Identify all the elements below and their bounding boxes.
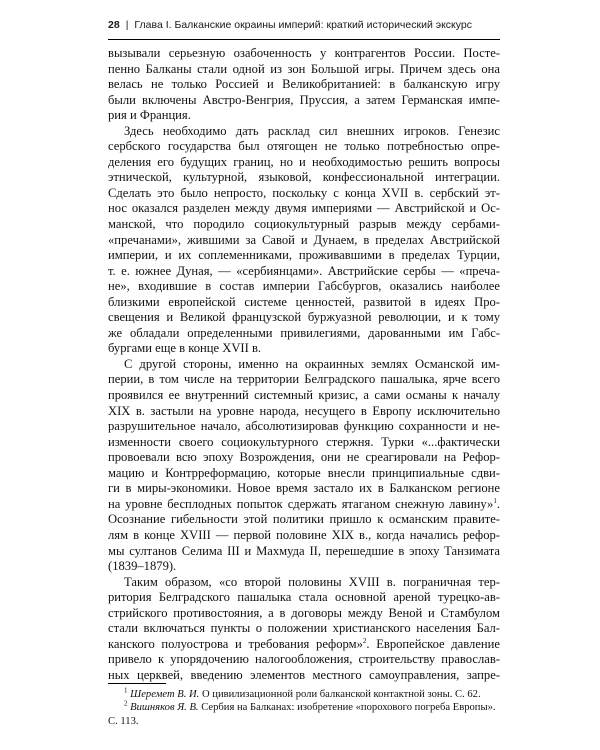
paragraph-4 [108, 575, 500, 684]
text-line: Таким образом, «со второй половины XVIII в. пограничная тер- [124, 574, 500, 589]
text-line: этнической, культурной, языковой, конфессиональной интеграции. [108, 170, 500, 185]
paragraph-1 [108, 46, 500, 124]
text-line: вызывали серьезную озабоченность у контрагентов России. Посте- [108, 46, 500, 60]
text-line: не», входившие в состав империи Габсбургов, оказались наиболее [108, 279, 500, 294]
text-line: т. е. южнее Дуная, — «сербиянцами». Австрийские сербы — «пречa- [108, 263, 500, 278]
text-line: разрушительное начало, абсолютизировав функцию сохранности и не- [108, 419, 500, 434]
text-line: свещения и Великой французской буржуазной революции, и к тому [108, 310, 500, 325]
line-tail: . Европейское давление [366, 636, 500, 651]
footnote-mark: 1 [124, 686, 128, 695]
main-text [108, 46, 500, 683]
running-header [108, 19, 500, 35]
footnote-ref-1[interactable]: 1 [493, 496, 497, 505]
paragraph-2 [108, 124, 500, 357]
footnote-line [108, 688, 500, 701]
text-line: перии, в том числе на территории Белградского пашалыка, ярче всего [108, 372, 500, 387]
text-line: ги в миры-экономики. Новое время застало их в Балканском регионе [108, 481, 500, 496]
text-line: стрийского противостояния, а в договоры между Веной и Стамбулом [108, 605, 500, 620]
text-line: ритория Белградского пашалыка стала основной ареной турецко-ав- [108, 590, 500, 605]
footnotes [108, 688, 500, 728]
text-line: близкими европейской системе ценностей, развитой в идеях Про- [108, 294, 500, 309]
footnote-author: Вишняков Я. В. [130, 702, 199, 714]
page-number: 28 [108, 19, 120, 31]
text-line: Сделать это было непросто, поскольку с конца XVII в. сербский эт- [108, 185, 500, 200]
text-line: Осознание гибельности этой политики пришло к османским правите- [108, 512, 500, 527]
footnote-author: Шеремет В. И. [130, 689, 200, 700]
text-line: проявился ее внутренний системный кризис, а сами османы к началу [108, 388, 500, 403]
text-line: мы султанов Селима III и Махмуда II, перешедшие в эпоху Танзимата [108, 543, 500, 558]
footnote-2 [108, 701, 500, 728]
footnote-1 [108, 688, 500, 701]
text-line: изменности своего социокультурного стержня. Турки «...фактически [108, 434, 500, 449]
text-line: мацию и Контрреформацию, которые внесли принципиальные сдви- [108, 465, 500, 480]
header-separator: | [125, 19, 129, 31]
line-text: на уровне бесплодных попыток сдержать ятаганом снежную лавину» [108, 496, 494, 511]
text-line: велась не только Россией и Великобританией: в балканскую игру [108, 77, 500, 92]
footnote-text: Сербия на Балканах: изобретение «порохового погреба Европы». [198, 702, 496, 714]
text-line: XIX в. застыли на уровне народа, несущего в Европу исключительно [108, 403, 500, 418]
text-line: бургами еще в конце XVII в. [108, 341, 262, 356]
text-line-with-footnote [108, 637, 500, 653]
text-line: империи, и их соплеменниками, проживавшими в пределах Турции, [108, 248, 500, 263]
text-line: «пречанами», жившими за Савой и Дунаем, в пределах Австрийской [108, 232, 500, 247]
text-line: стали включаться пункты о положении христианского населения Бал- [108, 621, 500, 636]
text-line: были включены Австро-Венгрия, Пруссия, а затем Германская импе- [108, 92, 500, 107]
text-line: лям в конце XVIII — первой половине XIX в., когда начались рефор- [108, 527, 500, 542]
text-line: С другой стороны, именно на окраинных землях Османской им- [124, 356, 500, 371]
text-line-with-footnote: на уровне бесплодных попыток сдержать ятаганом снежную лавину»$^1$. [108, 496, 500, 511]
text-line: Здесь необходимо дать расклад сил внешних игроков. Генезис [124, 123, 500, 138]
footnote-line [108, 701, 500, 714]
text-line: ных церквей, введению элементов местного самоуправления, запре- [108, 667, 500, 682]
footnote-rule [108, 683, 166, 684]
line-text: канского полуострова и требования реформ» [108, 636, 363, 651]
footnote-continuation: С. 113. [108, 715, 139, 727]
running-title: Глава I. Балканские окраины империй: краткий исторический экскурс [134, 19, 472, 31]
header-rule [108, 39, 500, 40]
text-line: нос оказался разделен между двумя империями — Австрийской и Ос- [108, 201, 500, 216]
text-line: сербского государства был отягощен не только потребностью опре- [108, 139, 500, 154]
paragraph-3 [108, 357, 500, 575]
text-line: манской, что породило социокультурный разрыв между сербами- [108, 217, 500, 232]
text-line: провоевали всю эпоху Возрождения, они не среагировали на Рефор- [108, 450, 500, 465]
text-line: деления его будущих границ, но и необходимостью решить вопросы [108, 154, 500, 169]
footnote-mark: 2 [124, 699, 128, 708]
footnote-ref-2[interactable]: 2 [362, 636, 367, 645]
footnote-text: О цивилизационной роли балканской контактной зоны. С. 62. [199, 689, 481, 700]
text-line: (1839–1879). [108, 559, 177, 574]
text-line: же обладали определенными привилегиями, дарованными им Габс- [108, 325, 500, 340]
text-line: пенно Балканы стали одной из зон Большой игры. Причем здесь она [108, 61, 500, 76]
text-line: привело к упорядочению налогообложения, строительству правослaв- [108, 652, 500, 667]
text-line: рия и Франция. [108, 108, 191, 123]
